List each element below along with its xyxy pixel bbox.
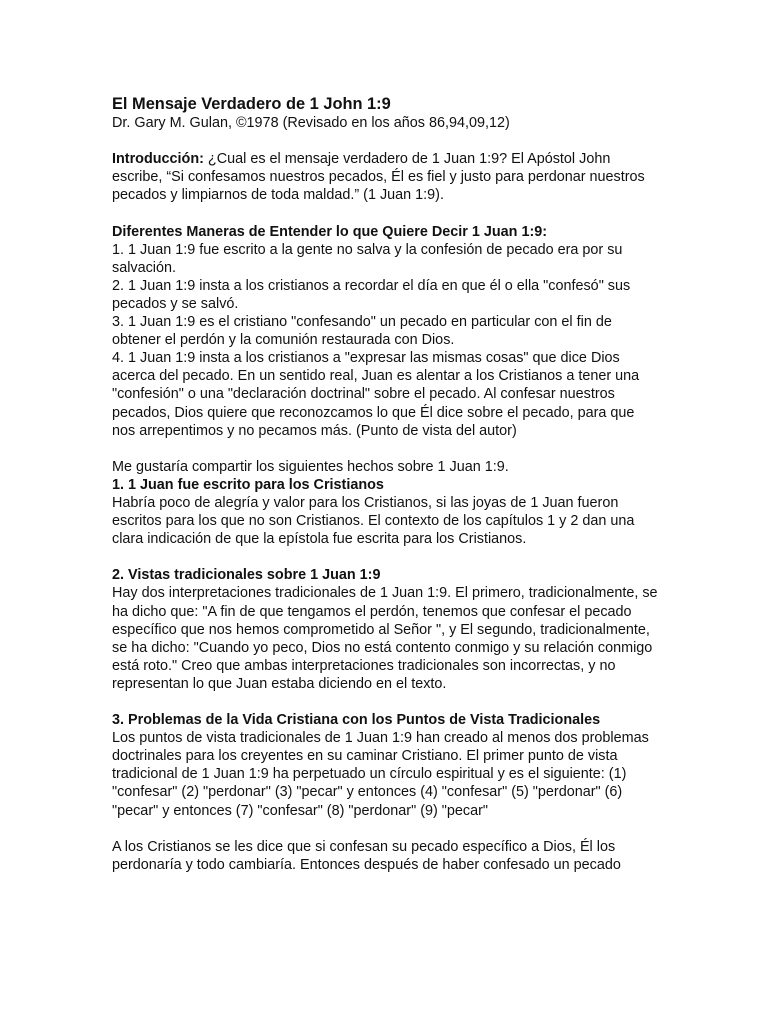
author-line: Dr. Gary M. Gulan, ©1978 (Revisado en los años 86,94,09,12) bbox=[112, 115, 510, 131]
document-page bbox=[112, 94, 660, 874]
ways-item-1: 1. 1 Juan 1:9 fue escrito a la gente no salva y la confesión de pecado era por su salvación. bbox=[112, 241, 623, 276]
ways-item-4: 4. 1 Juan 1:9 insta a los cristianos a "expresar las mismas cosas" que dice Dios acerca del pecado. En un sentido real, Juan es alentar a los Cristianos a tener una "confesión" o una "declaración doctrinal" sobre el pecado. Al confesar nuestros pecados, Dios quiere que reconozcamos lo que Él dice sobre el pecado, para que nos arrepentimos y no pecamos más. (Punto de vista del autor) bbox=[112, 350, 640, 439]
document-title: El Mensaje Verdadero de 1 John 1:9 bbox=[112, 95, 391, 113]
spacer bbox=[112, 548, 660, 566]
intro-paragraph bbox=[112, 150, 660, 204]
section3-text: Los puntos de vista tradicionales de 1 Juan 1:9 han creado al menos dos problemas doctrinales para los creyentes en su caminar Cristiano. El primer punto de vista tradicional de 1 Juan 1:9 ha perpetuado un círculo espiritual y es el siguiente: (1) "confesar" (2) "perdonar" (3) "pecar" y entonces (4) "confesar" (5) "perdonar" (6) "pecar" y entonces (7) "confesar" (8) "perdonar" (9) "pecar" bbox=[112, 730, 649, 819]
closing-paragraph: A los Cristianos se les dice que si confesan su pecado específico a Dios, Él los perdonaría y todo cambiaría. Entonces después de haber confesado un pecado bbox=[112, 838, 621, 873]
spacer bbox=[112, 693, 660, 711]
spacer bbox=[112, 440, 660, 458]
spacer bbox=[112, 820, 660, 838]
section3-heading: 3. Problemas de la Vida Cristiana con los Puntos de Vista Tradicionales bbox=[112, 712, 601, 729]
spacer bbox=[112, 132, 660, 150]
section2-heading: 2. Vistas tradicionales sobre 1 Juan 1:9 bbox=[112, 567, 381, 584]
ways-item-3: 3. 1 Juan 1:9 es el cristiano "confesando" un pecado en particular con el fin de obtener el perdón y la comunión restaurada con Dios. bbox=[112, 314, 612, 349]
facts-intro: Me gustaría compartir los siguientes hechos sobre 1 Juan 1:9. bbox=[112, 458, 509, 475]
ways-heading: Diferentes Maneras de Entender lo que Quiere Decir 1 Juan 1:9: bbox=[112, 223, 548, 240]
intro-label: Introducción: bbox=[112, 151, 204, 168]
intro-text: ¿Cual es el mensaje verdadero de 1 Juan 1:9? El Apóstol John escribe, “Si confesamos nuestros pecados, Él es fiel y justo para perdonar nuestros pecados y limpiarnos de toda maldad.” (1 Juan 1:9). bbox=[112, 151, 645, 204]
section1-heading: 1. 1 Juan fue escrito para los Cristianos bbox=[112, 476, 384, 493]
section2-text: Hay dos interpretaciones tradicionales de 1 Juan 1:9. El primero, tradicionalmente, se ha dicho que: "A fin de que tengamos el perdón, tenemos que confesar el pecado específico que nos hemos comprometido al Señor ", y El segundo, tradicionalmente, se ha dicho: "Cuando yo peco, Dios no está contento conmigo y su relación conmigo está roto." Creo que ambas interpretaciones tradicionales son incorrectas, y no representan lo que Juan estaba diciendo en el texto. bbox=[112, 585, 658, 692]
spacer bbox=[112, 204, 660, 222]
section1-text: Habría poco de alegría y valor para los Cristianos, si las joyas de 1 Juan fueron escritos para los que no son Cristianos. El contexto de los capítulos 1 y 2 dan una clara indicación de que la epístola fue escrita para los Cristianos. bbox=[112, 494, 635, 548]
ways-item-2: 2. 1 Juan 1:9 insta a los cristianos a recordar el día en que él o ella "confesó" sus pecados y se salvó. bbox=[112, 277, 631, 312]
